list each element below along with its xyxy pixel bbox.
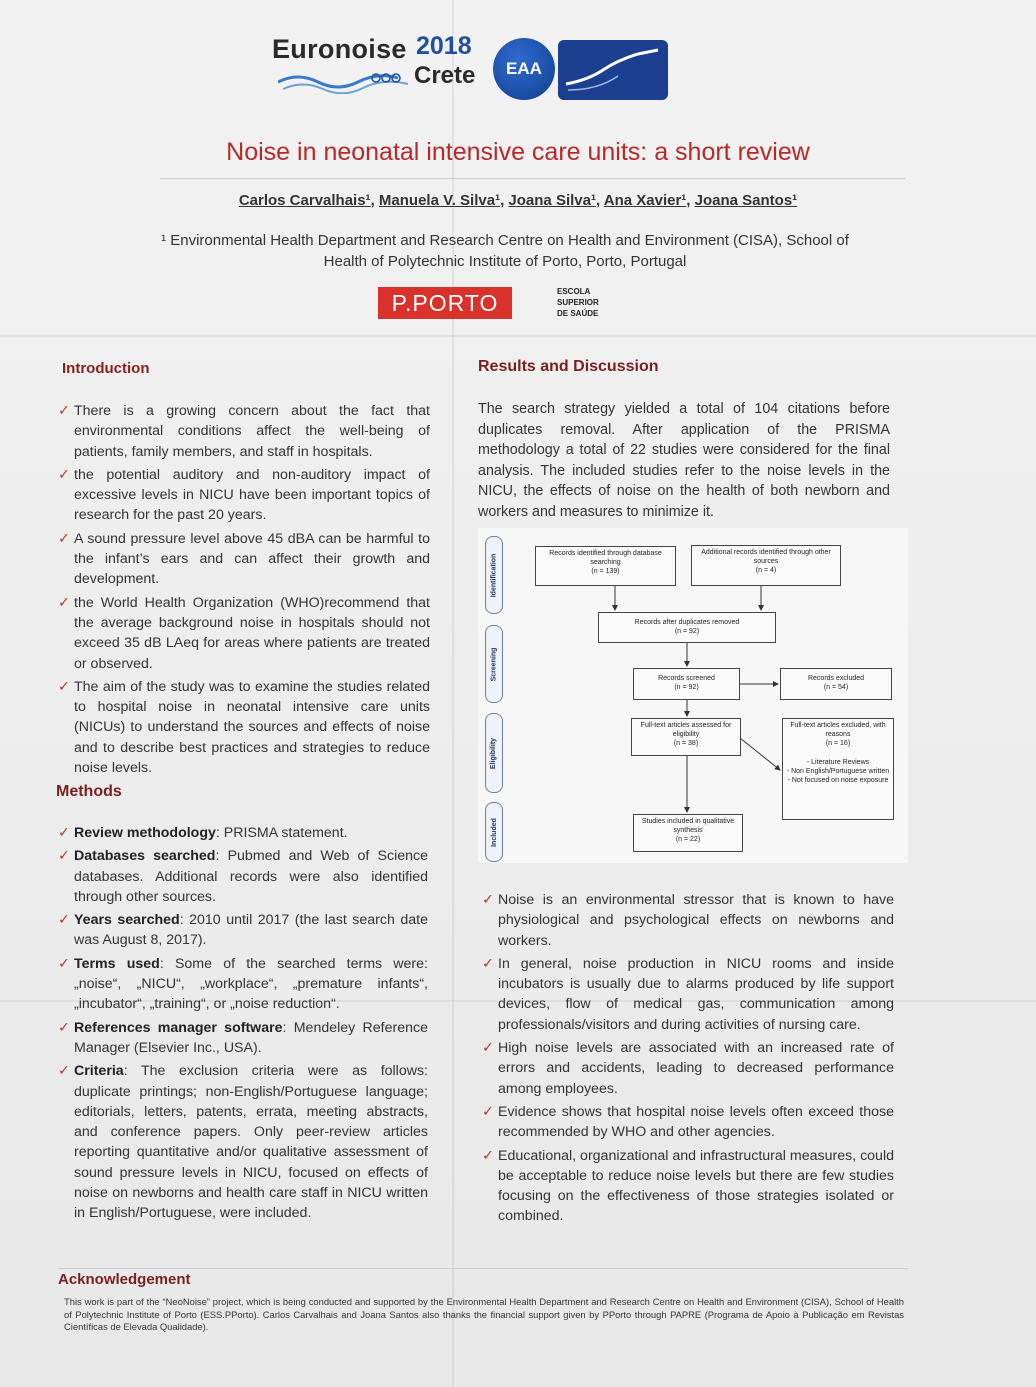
list-item: ✓ Terms used: Some of the searched terms were: „noise“, „NICU“, „workplace“, „premature infants“, „incubator“, „training“, or „noise reduction“. xyxy=(58,954,428,1015)
list-item: ✓ Review methodology: PRISMA statement. xyxy=(58,823,428,843)
pporto-logo: P.PORTO xyxy=(378,287,512,319)
introduction-list xyxy=(58,401,430,781)
methods-list xyxy=(58,823,428,1227)
results-paragraph: The search strategy yielded a total of 104 citations before duplicates removal. After application of the PRISMA methodology a total of 22 studies were considered for the final analysis. The included studies refer to the noise levels in the NICU, the effects of noise on the health of both newborn and workers and measures to minimize it. xyxy=(478,401,890,520)
introduction-heading: Introduction xyxy=(62,360,150,377)
affiliation: ¹ Environmental Health Department and Research Centre on Health and Environment (CISA), School of Health of Polytechnic Institute of Porto, Porto, Portugal xyxy=(161,232,849,270)
list-item: ✓ A sound pressure level above 45 dBA can be harmful to the infant’s ears and can affect their growth and development. xyxy=(58,529,430,590)
fold-line xyxy=(0,335,1036,337)
list-item: ✓ References manager software: Mendeley Reference Manager (Elsevier Inc., USA). xyxy=(58,1018,428,1059)
list-item: ✓ Years searched: 2010 until 2017 (the last search date was August 8, 2017). xyxy=(58,910,428,951)
author: Manuela V. Silva¹ xyxy=(378,192,501,209)
flow-box-included: Studies included in qualitative synthesis (n = 22) xyxy=(633,814,743,852)
stage-label: Included xyxy=(485,802,503,862)
hellenic-institute-logo xyxy=(558,40,668,100)
author: Joana Santos¹ xyxy=(694,192,798,209)
list-item: ✓ The aim of the study was to examine the studies related to hospital noise in neonatal intensive care units (NICUs) to understand the sources and effects of noise and to describe best practices and strategies to reduce noise levels. xyxy=(58,677,430,778)
flow-box-full-text: Full-text articles assessed for eligibility (n = 38) xyxy=(631,718,741,756)
flow-box-database: Records identified through database searching (n = 139) xyxy=(535,546,676,586)
author-list: Carlos Carvalhais¹, Manuela V. Silva¹, Joana Silva¹, Ana Xavier¹, Joana Santos¹ xyxy=(238,192,798,209)
results-heading: Results and Discussion xyxy=(478,358,659,375)
stage-label: Eligibility xyxy=(485,713,503,793)
list-item: ✓ Educational, organizational and infrastructural measures, could be acceptable to reduce noise levels but there are few studies focusing on the effectiveness of those strategies isolated or combined. xyxy=(482,1146,894,1227)
acknowledgement-text: This work is part of the “NeoNoise” project, which is being conducted and supported by the Environmental Health Department and Research Centre on Health and Environment (CISA), School of Health of Polytechnic Institute of Porto (ESS.PPorto). Carlos Carvalhais and Joana Santos also thanks the financial support given by PPorto through PAPRE (Programa de Apoio à Publicação em Revistas Científicas de Elevada Qualidade). xyxy=(64,1296,904,1332)
methods-heading: Methods xyxy=(56,783,122,800)
list-item: ✓ Databases searched: Pubmed and Web of Science databases. Additional records were also identified through other sources. xyxy=(58,846,428,907)
list-item: ✓ Evidence shows that hospital noise levels often exceed those recommended by WHO and other agencies. xyxy=(482,1102,894,1143)
acknowledgement-heading: Acknowledgement xyxy=(58,1271,191,1288)
stage-label: Screening xyxy=(485,625,503,703)
stage-label: Identification xyxy=(485,536,503,614)
divider xyxy=(160,178,905,179)
conference-logo xyxy=(268,30,668,110)
list-item: ✓ High noise levels are associated with an increased rate of errors and accidents, leading to decreased performance among employees. xyxy=(482,1038,894,1099)
prisma-flow-diagram xyxy=(478,528,908,863)
author: Carlos Carvalhais¹ xyxy=(238,192,371,209)
author: Ana Xavier¹ xyxy=(603,192,687,209)
list-item: ✓ There is a growing concern about the fact that environmental conditions affect the well-being of patients, family members, and staff in hospitals. xyxy=(58,401,430,462)
results-list xyxy=(482,890,894,1230)
waves-icon xyxy=(278,64,413,94)
list-item: ✓ Criteria: The exclusion criteria were as follows: duplicate printings; non-English/Portuguese language; editorials, letters, patents, errata, meeting abstracts, and conference papers. Only peer-review articles reporting quantitative and/or qualitative assessment of sound pressure levels in NICU, focused on effects of noise on newborns and health care staff in NICU written in English/Portuguese, were included. xyxy=(58,1061,428,1223)
flow-box-duplicates: Records after duplicates removed (n = 92) xyxy=(598,612,776,643)
list-item: ✓ the potential auditory and non-auditory impact of excessive levels in NICU have been important topics of research for the past 20 years. xyxy=(58,465,430,526)
author: Joana Silva¹ xyxy=(508,192,596,209)
list-item: ✓ the World Health Organization (WHO)recommend that the average background noise in hospitals should not exceed 35 dB LAeq for areas where patients are treated or observed. xyxy=(58,593,430,674)
list-item: ✓ Noise is an environmental stressor that is known to have physiological and psychological effects on newborns and workers. xyxy=(482,890,894,951)
school-name: ESCOLA SUPERIOR DE SAÚDE xyxy=(557,287,599,318)
flow-box-other-sources: Additional records identified through other sources (n = 4) xyxy=(691,545,841,586)
flow-box-excluded: Records excluded (n = 54) xyxy=(780,668,892,700)
logo-place: Crete xyxy=(414,62,476,89)
list-item: ✓ In general, noise production in NICU rooms and inside incubators is usually due to alarms produced by life support devices, flow of medical gas, communication among professionals/visitors and during activities of nursing care. xyxy=(482,954,894,1035)
logo-year: 2018 xyxy=(416,32,472,60)
poster-title: Noise in neonatal intensive care units: a short review xyxy=(226,138,810,166)
eaa-logo: EAA xyxy=(493,38,555,100)
flow-box-screened: Records screened (n = 92) xyxy=(633,668,740,700)
flow-box-full-text-excluded: Full-text articles excluded, with reasons (n = 16) - Literature Reviews - Non English/Portuguese written - Not focused on noise exposure xyxy=(782,718,894,820)
divider xyxy=(58,1268,908,1269)
logo-name: Euronoise xyxy=(272,34,407,64)
